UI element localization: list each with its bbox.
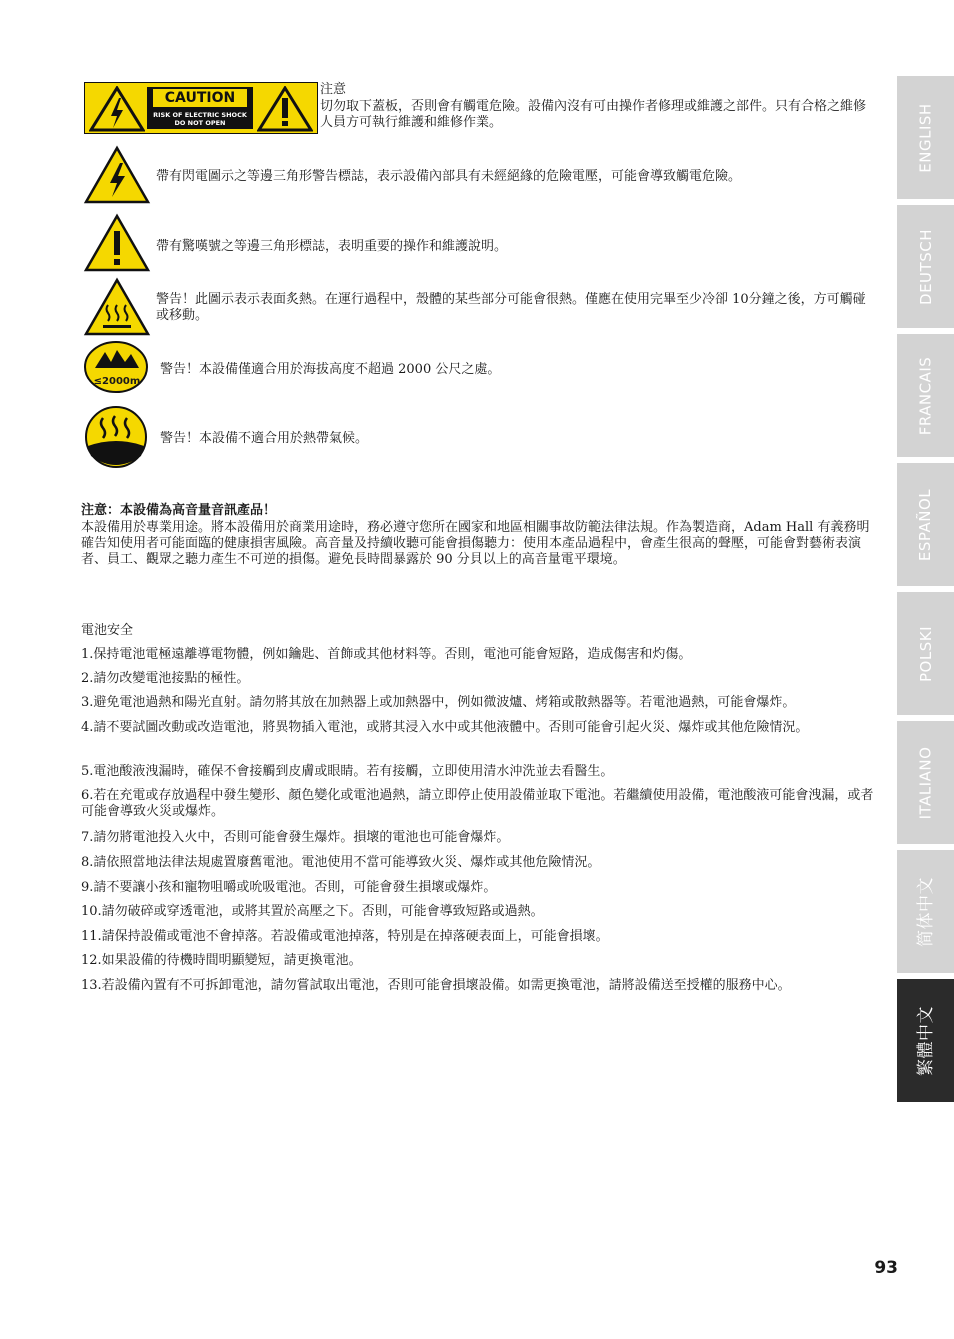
battery-item-2: 2.請勿改變電池接點的極性。 (81, 671, 250, 686)
hot-surface-icon (83, 277, 151, 337)
battery-item-3: 3.避免電池過熱和陽光直射。請勿將其放在加熱器上或加熱器中，例如微波爐、烤箱或散熱器等。若電池過熱，可能會爆炸。 (81, 695, 796, 710)
caution-heading: 注意 (320, 82, 347, 97)
caution-subtext: RISK OF ELECTRIC SHOCK DO NOT OPEN (153, 111, 247, 127)
battery-item-10: 10.請勿破碎或穿透電池，或將其置於高壓之下。否則，可能會導致短路或過熱。 (81, 904, 544, 919)
battery-item-9: 9.請不要讓小孩和寵物咀嚼或吮吸電池。否則，可能會發生損壞或爆炸。 (81, 880, 497, 895)
page-number: 93 (874, 1258, 898, 1278)
tropical-climate-icon (83, 404, 149, 470)
battery-safety-title: 電池安全 (81, 623, 134, 638)
battery-item-7: 7.請勿將電池投入火中，否則可能會發生爆炸。損壞的電池也可能會爆炸。 (81, 830, 510, 845)
battery-item-11: 11.請保持設備或電池不會掉落。若設備或電池掉落，特別是在掉落硬表面上，可能會損壞。 (81, 929, 609, 944)
caution-body: 切勿取下蓋板，否則會有觸電危險。設備內沒有可由操作者修理或維護之部件。只有合格之維修人員方可執行維護和維修作業。 (320, 99, 867, 130)
tropical-description: 警告！本設備不適合用於熱帶氣候。 (160, 431, 369, 446)
tab-polski[interactable]: POLSKI (897, 592, 954, 715)
caution-banner (84, 82, 318, 134)
hot-surface-description: 警告！此圖示表示表面炙熱。在運行過程中，殼體的某些部分可能會很熱。僅應在使用完畢至少冷卻 10分鐘之後，方可觸碰或移動。 (156, 292, 866, 323)
battery-item-13: 13.若設備內置有不可拆卸電池，請勿嘗試取出電池，否則可能會損壞設備。如需更換電池，請將設備送至授權的服務中心。 (81, 978, 791, 993)
volume-notice-body: 本設備用於專業用途。將本設備用於商業用途時，務必遵守您所在國家和地區相關事故防範法律法規。作為製造商，Adam Hall 有義務明確告知使用者可能面臨的健康損害風險。高音量及持續收聽可能會損傷聽力：使用本產品過程中，會產生很高的聲壓，可能會對藝術表演者、員工、觀眾之聽力產生不可逆的損傷。避免長時間暴露於 90 分貝以上的高音量電平環境。 (81, 520, 870, 567)
caution-word: CAUTION (153, 89, 247, 107)
tab-italiano[interactable]: ITALIANO (897, 721, 954, 844)
battery-item-5: 5.電池酸液洩漏時，確保不會接觸到皮膚或眼睛。若有接觸，立即使用清水沖洗並去看醫生。 (81, 764, 614, 779)
tab-english[interactable]: ENGLISH (897, 76, 954, 199)
altitude-icon-label: ≤2000m (93, 376, 141, 387)
battery-item-4: 4.請不要試圖改動或改造電池，將異物插入電池，或將其浸入水中或其他液體中。否則可能會引起火災、爆炸或其他危險情況。 (81, 720, 809, 735)
altitude-description: 警告！本設備僅適合用於海拔高度不超過 2000 公尺之處。 (160, 362, 501, 377)
battery-item-8: 8.請依照當地法律法規處置廢舊電池。電池使用不當可能導致火災、爆炸或其他危險情況。 (81, 855, 601, 870)
exclamation-warning-icon (257, 86, 313, 132)
tab-traditional-chinese[interactable]: 繁體中文 (897, 979, 954, 1102)
lightning-triangle-icon (83, 145, 151, 205)
tab-deutsch[interactable]: DEUTSCH (897, 205, 954, 328)
lightning-warning-icon (89, 86, 145, 132)
exclamation-description: 帶有驚嘆號之等邊三角形標誌，表明重要的操作和維護說明。 (156, 239, 508, 254)
exclamation-triangle-icon (83, 213, 151, 273)
tab-francais[interactable]: FRANCAIS (897, 334, 954, 457)
caution-label-box (147, 87, 253, 129)
lightning-description: 帶有閃電圖示之等邊三角形警告標誌，表示設備內部具有未經絕緣的危險電壓，可能會導致觸電危險。 (156, 169, 742, 184)
tab-espanol[interactable]: ESPAÑOL (897, 463, 954, 586)
battery-item-12: 12.如果設備的待機時間明顯變短，請更換電池。 (81, 953, 362, 968)
volume-notice-title: 注意：本設備為高音量音訊產品！ (81, 503, 277, 518)
battery-item-1: 1.保持電池電極遠離導電物體，例如鑰匙、首飾或其他材料等。否則，電池可能會短路，造成傷害和灼傷。 (81, 647, 692, 662)
tab-simplified-chinese[interactable]: 简体中文 (897, 850, 954, 973)
battery-item-6: 6.若在充電或存放過程中發生變形、顏色變化或電池過熱，請立即停止使用設備並取下電池。若繼續使用設備，電池酸液可能會洩漏，或者可能會導致火災或爆炸。 (81, 788, 874, 819)
